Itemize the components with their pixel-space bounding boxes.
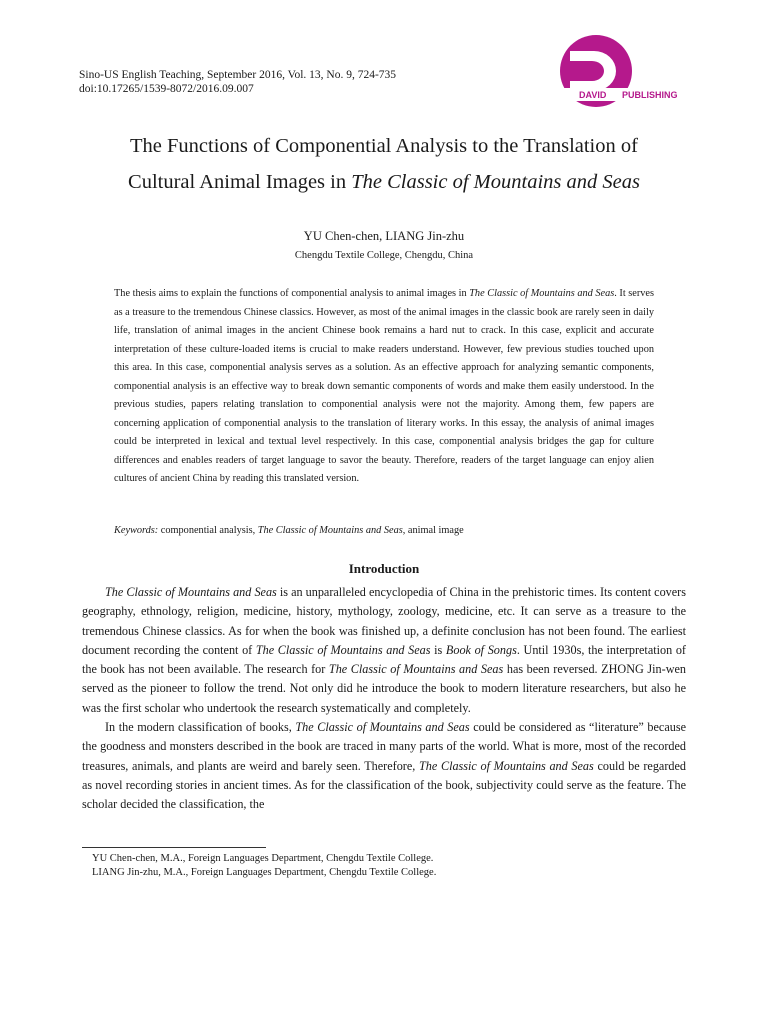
affiliation: Chengdu Textile College, Chengdu, China — [294, 250, 474, 261]
abstract — [114, 285, 654, 489]
logo-wordmark-left: DAVID — [579, 90, 607, 100]
author-list: YU Chen-chen, LIANG Jin-zhu — [303, 229, 465, 243]
book-title-ref: The Classic of Mountains and Seas — [295, 720, 470, 735]
footnote-1: YU Chen-chen, M.A., Foreign Languages Department, Chengdu Textile College. — [92, 853, 434, 864]
title-book-name: The Classic of Mountains and Seas — [351, 171, 640, 193]
david-publishing-logo — [556, 34, 696, 110]
body-text-run: . Until 1930s, the interpretation of the book has not been available. The research for — [82, 642, 686, 677]
abstract-book-title: The Classic of Mountains and Seas — [469, 288, 615, 299]
book-title-ref: The Classic of Mountains and Seas — [105, 585, 277, 599]
footnote-2: LIANG Jin-zhu, M.A., Foreign Languages Department, Chengdu Textile College. — [92, 866, 437, 878]
abstract-text-rest: . It serves as a treasure to the tremendous Chinese classics. However, as most of the animal images in the classic book are rarely seen in daily life, translation of animal images in the ancient Chinese book remains a hard nut to crack. In this case, explicit and accurate interpretation of these culture-loaded items is crucial to make readers understand. However, few previous studies touched upon this area. In this case, componential analysis serves as a solution. As an effective approach for analyzing semantic components, componential analysis is an effective way to break down semantic components of words and make them easily understood. In the previous studies, papers relating translation to componential analysis were not the majority. Among them, few papers are concerning application of componential analysis to the translation of literary works. In this essay, the analysis of animal images could be interpreted in lexical and textual level respectively. In this case, componential analysis bridges the gap for culture differences and enables readers of target language to savor the beauty. Therefore, readers of the target language can enjoy alien cultures of ancient China by reading this translated version. — [114, 288, 654, 485]
body-text — [82, 583, 686, 815]
keywords — [114, 524, 654, 538]
book-title-ref: The Classic of Mountains and Seas — [255, 642, 431, 657]
book-title-ref: Book of Songs — [445, 642, 517, 657]
journal-citation: Sino-US English Teaching, September 2016, Vol. 13, No. 9, 724-735 — [79, 69, 397, 81]
abstract-text-start: The thesis aims to explain the functions of componential analysis to animal images in — [114, 288, 470, 299]
paper-title — [40, 128, 728, 200]
keywords-book-title: The Classic of Mountains and Seas — [257, 525, 403, 536]
section-heading-introduction: Introduction — [348, 561, 420, 576]
footnote-divider — [82, 847, 266, 848]
book-title-ref: The Classic of Mountains and Seas — [418, 758, 594, 773]
body-text-run: In the modern classification of books, — [105, 720, 296, 735]
logo-wordmark-right: PUBLISHING — [622, 90, 678, 100]
book-title-ref: The Classic of Mountains and Seas — [328, 662, 504, 677]
keywords-part-1: componential analysis, — [158, 525, 258, 536]
body-text-run: is an unparalleled encyclopedia of China in the prehistoric times. Its content covers geography, ethnology, religion, medicine, history, mythology, zoology, medicine, etc. It can serve as a treasure to the tremendous Chinese classics. As for when the book was finished up, a definite conclusion has not been found. The earliest document recording the content of — [82, 585, 686, 657]
doi: doi:10.17265/1539-8072/2016.09.007 — [79, 83, 254, 95]
keywords-label: Keywords: — [114, 525, 159, 536]
title-line-1: The Functions of Componential Analysis to the Translation of — [130, 135, 638, 157]
body-text-run: could be regarded as novel recording stories in ancient times. As for the classification of the book, subjectivity could serve as the feature. The scholar decided the classification, the — [82, 758, 686, 812]
body-paragraph-2 — [82, 718, 686, 814]
keywords-part-2: , animal image — [402, 525, 464, 536]
body-text-run: is — [430, 642, 446, 657]
body-paragraph-1 — [82, 583, 686, 718]
journal-header — [79, 68, 396, 96]
footnotes — [92, 852, 436, 879]
body-text-run: has been reversed. ZHONG Jin-wen served as the pioneer to follow the trend. Not only did he introduce the book to modern literature researchers, but also he was the first scholar who undertook the research systematically and completely. — [82, 662, 687, 715]
body-text-run: could be considered as “literature” because the goodness and monsters described in the book are traced in many parts of the world. What is more, most of the recorded treasures, animals, and plants are weird and barely seen. Therefore, — [82, 720, 686, 773]
title-line-2-text: Cultural Animal Images in — [128, 171, 352, 193]
title-line-2 — [40, 164, 728, 200]
